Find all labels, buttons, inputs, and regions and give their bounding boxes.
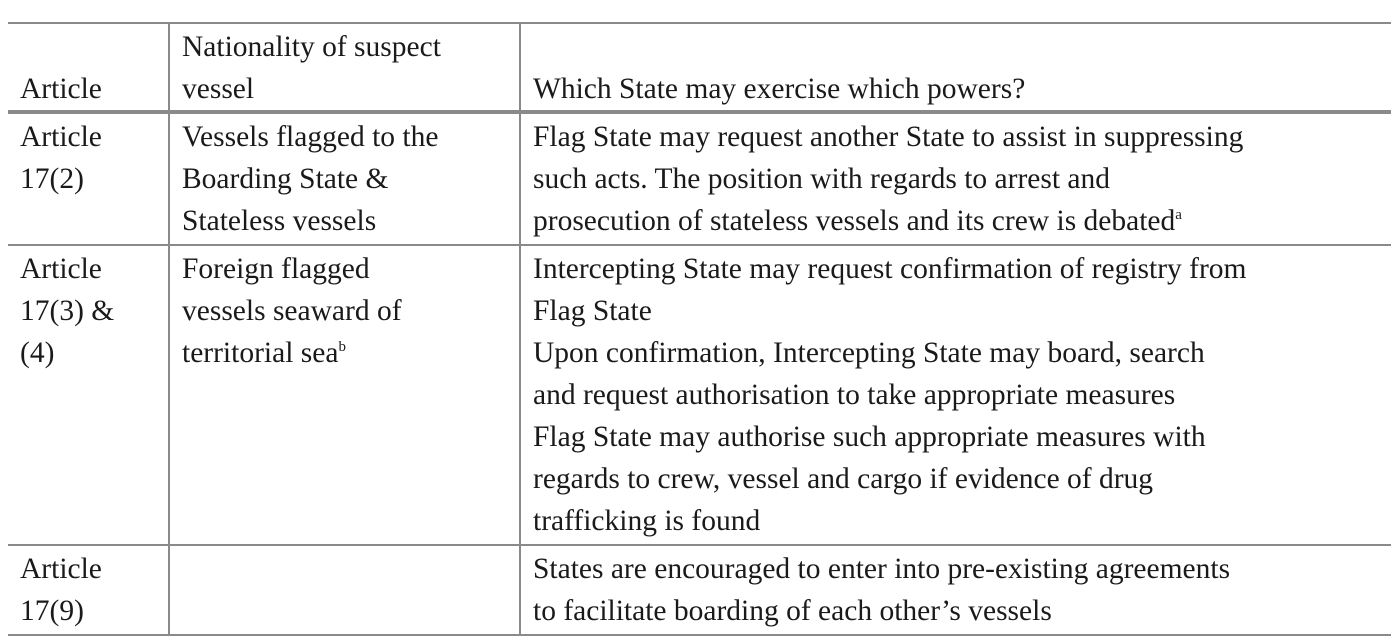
header-powers bbox=[520, 23, 1391, 112]
article-cell bbox=[8, 245, 169, 545]
powers-cell-text: Flag State may authorise such appropriate measures with bbox=[533, 421, 1206, 453]
table-body bbox=[8, 112, 1391, 635]
article-cell-text: 17(3) & bbox=[20, 295, 115, 327]
header-row bbox=[8, 23, 1391, 112]
powers-cell bbox=[520, 545, 1391, 635]
powers-cell-text: regards to crew, vessel and cargo if evidence of drug bbox=[533, 463, 1154, 495]
footnote-marker: b bbox=[338, 339, 346, 355]
nationality-cell-line bbox=[182, 332, 519, 374]
header-nationality bbox=[169, 23, 520, 112]
powers-cell-line bbox=[533, 500, 1391, 542]
powers-cell-line bbox=[533, 590, 1391, 632]
powers-cell-line bbox=[533, 374, 1391, 416]
nationality-cell-line bbox=[182, 200, 519, 242]
nationality-cell bbox=[169, 112, 520, 245]
nationality-cell-line bbox=[182, 116, 519, 158]
nationality-cell-text: vessels seaward of bbox=[182, 295, 402, 327]
treaty-powers-table bbox=[8, 22, 1391, 636]
article-cell-line bbox=[20, 116, 168, 158]
nationality-cell bbox=[169, 245, 520, 545]
article-cell-text: 17(2) bbox=[20, 163, 84, 195]
article-cell-line bbox=[20, 290, 168, 332]
powers-cell-line bbox=[533, 248, 1391, 290]
powers-cell bbox=[520, 245, 1391, 545]
powers-cell-text: Flag State bbox=[533, 295, 652, 327]
powers-cell-text: and request authorisation to take appropriate measures bbox=[533, 379, 1176, 411]
nationality-cell-text: Foreign flagged bbox=[182, 253, 370, 285]
table-row bbox=[8, 545, 1391, 635]
powers-cell-text: such acts. The position with regards to arrest and bbox=[533, 163, 1111, 195]
nationality-cell-text: Boarding State & bbox=[182, 163, 389, 195]
nationality-cell-line bbox=[182, 158, 519, 200]
article-cell-line bbox=[20, 332, 168, 374]
header-article bbox=[8, 23, 169, 112]
nationality-cell-line bbox=[182, 290, 519, 332]
article-cell-text: (4) bbox=[20, 337, 55, 369]
powers-cell-text: Flag State may request another State to assist in suppressing bbox=[533, 121, 1244, 153]
article-cell-line bbox=[20, 548, 168, 590]
header-powers-label: Which State may exercise which powers? bbox=[533, 73, 1026, 105]
article-cell-text: Article bbox=[20, 253, 102, 285]
powers-cell-line bbox=[533, 158, 1391, 200]
powers-cell-line bbox=[533, 332, 1391, 374]
article-cell-text: 17(9) bbox=[20, 595, 84, 627]
powers-cell-text: States are encouraged to enter into pre-existing agreements bbox=[533, 553, 1231, 585]
article-cell-line bbox=[20, 248, 168, 290]
powers-cell-line bbox=[533, 116, 1391, 158]
powers-cell-line bbox=[533, 548, 1391, 590]
powers-cell-text: trafficking is found bbox=[533, 505, 761, 537]
nationality-cell-text: territorial sea bbox=[182, 337, 339, 369]
powers-cell-line bbox=[533, 458, 1391, 500]
header-article-label: Article bbox=[20, 73, 102, 105]
footnote-marker: a bbox=[1175, 207, 1182, 223]
nationality-cell bbox=[169, 545, 520, 635]
header-nationality-line: vessel bbox=[182, 73, 255, 105]
powers-cell-line bbox=[533, 290, 1391, 332]
nationality-cell-text: Vessels flagged to the bbox=[182, 121, 439, 153]
powers-cell-text: Intercepting State may request confirmation of registry from bbox=[533, 253, 1247, 285]
powers-cell-text: prosecution of stateless vessels and its crew is debated bbox=[533, 205, 1176, 237]
nationality-cell-text: Stateless vessels bbox=[182, 205, 377, 237]
article-cell bbox=[8, 112, 169, 245]
article-cell-text: Article bbox=[20, 553, 102, 585]
powers-cell-line bbox=[533, 416, 1391, 458]
article-cell-line bbox=[20, 590, 168, 632]
table-row bbox=[8, 245, 1391, 545]
powers-cell bbox=[520, 112, 1391, 245]
table-header bbox=[8, 23, 1391, 112]
article-cell-line bbox=[20, 158, 168, 200]
article-cell-text: Article bbox=[20, 121, 102, 153]
powers-cell-text: to facilitate boarding of each other’s vessels bbox=[533, 595, 1052, 627]
article-cell bbox=[8, 545, 169, 635]
powers-cell-line bbox=[533, 200, 1391, 242]
table-row bbox=[8, 112, 1391, 245]
nationality-cell-line bbox=[182, 248, 519, 290]
powers-cell-text: Upon confirmation, Intercepting State may board, search bbox=[533, 337, 1205, 369]
header-nationality-line: Nationality of suspect bbox=[182, 31, 441, 63]
